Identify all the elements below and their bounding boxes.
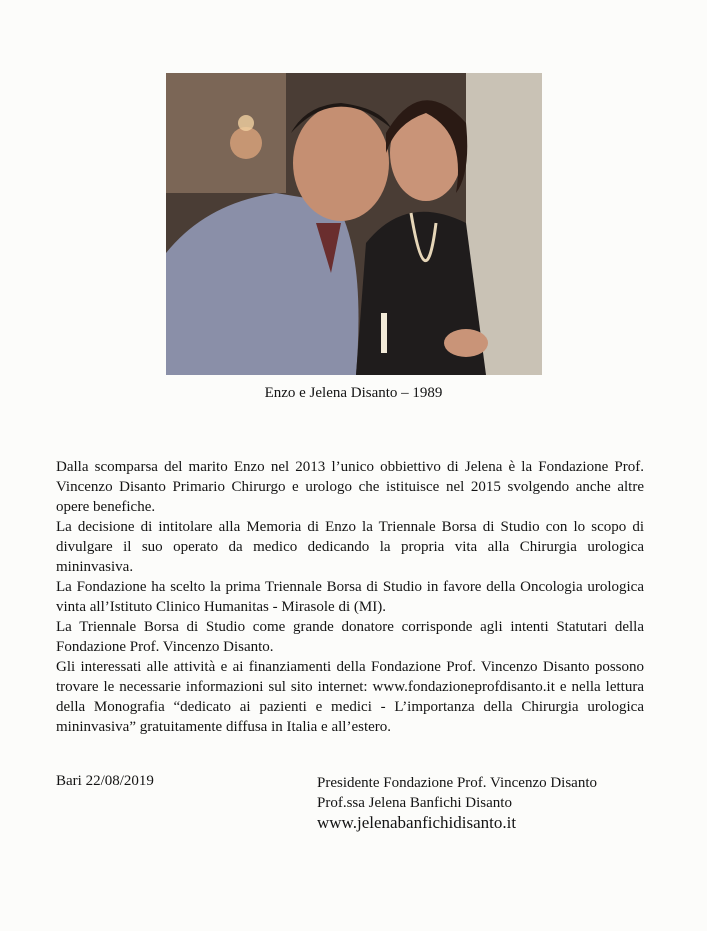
paragraph-1: Dalla scomparsa del marito Enzo nel 2013 l’unico obbiettivo di Jelena è la Fondazione Prof. Vincenzo Disanto Primario Chirurgo e urologo che istituisce nel 2015 svolgendo anche altre opere benefiche.: [56, 459, 644, 515]
paragraph-4: La Triennale Borsa di Studio come grande donatore corrisponde agli intenti Statutari della Fondazione Prof. Vincenzo Disanto.: [56, 619, 644, 655]
signature-name: Prof.ssa Jelena Banfichi Disanto: [317, 795, 512, 811]
paragraph-2: La decisione di intitolare alla Memoria di Enzo la Triennale Borsa di Studio con lo scopo di divulgare il suo operato da medico dedicando la propria vita alla Chirurgia urologica mininvasiva.: [56, 519, 644, 575]
photo-enzo-jelena: [166, 73, 542, 375]
paragraph-3: La Fondazione ha scelto la prima Triennale Borsa di Studio in favore della Oncologia urologica vinta all’Istituto Clinico Humanitas - Mirasole di (MI).: [56, 579, 644, 615]
document-date: Bari 22/08/2019: [56, 773, 154, 789]
signature-website: www.jelenabanfichidisanto.it: [317, 813, 517, 832]
photo-illustration: [166, 73, 542, 375]
photo-caption: Enzo e Jelena Disanto – 1989: [264, 385, 443, 401]
signature-title: Presidente Fondazione Prof. Vincenzo Disanto: [317, 775, 598, 791]
body-text: [56, 457, 644, 737]
paragraph-5: Gli interessati alle attività e ai finanziamenti della Fondazione Prof. Vincenzo Disanto possono trovare le necessarie informazioni sul sito internet: www.fondazioneprofdisanto.it e nella lettura della Monografia “dedicato ai pazienti e medici - L’importanza della Chirurgia urologica mininvasiva” gratuitamente diffusa in Italia e all’estero.: [56, 659, 644, 735]
signature-block: [317, 773, 597, 833]
